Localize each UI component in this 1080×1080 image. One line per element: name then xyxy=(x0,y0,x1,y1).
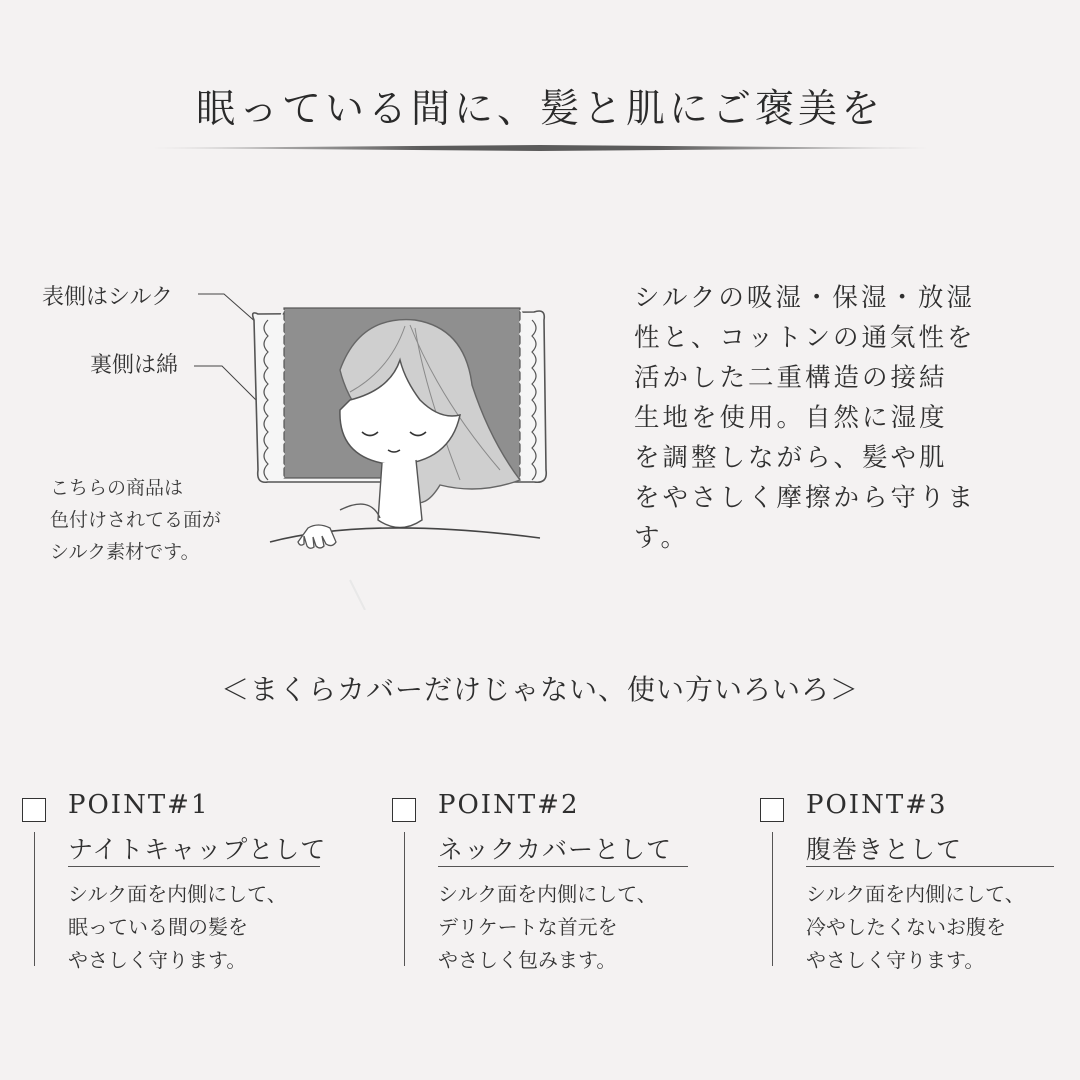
description-line: 活かした二重構造の接結 xyxy=(634,363,948,393)
description-line: 生地を使用。自然に湿度 xyxy=(634,403,948,433)
product-note-line: こちらの商品は xyxy=(50,477,184,499)
checkbox-square-icon xyxy=(392,798,416,822)
point-tag: POINT#3 xyxy=(806,790,948,820)
label-cotton-side: 裏側は綿 xyxy=(90,353,179,378)
checkbox-square-icon xyxy=(22,798,46,822)
point-title: 腹巻きとして xyxy=(806,835,963,864)
description-line: シルクの吸湿・保湿・放湿 xyxy=(634,283,975,313)
usage-subheading: ＜まくらカバーだけじゃない、使い方いろいろ＞ xyxy=(220,673,859,706)
point-title-underline xyxy=(438,866,688,867)
description-line: を調整しながら、髪や肌 xyxy=(634,443,948,473)
point-title-underline xyxy=(68,866,320,867)
point-body-line: 眠っている間の髪を xyxy=(68,915,248,939)
point-body xyxy=(68,878,287,977)
description-line: す。 xyxy=(634,523,689,553)
point-body-line: シルク面を内側にして、 xyxy=(438,882,657,906)
point-title: ネックカバーとして xyxy=(438,835,673,864)
point-body xyxy=(438,878,657,977)
point-title: ナイトキャップとして xyxy=(68,835,327,864)
page-title: 眠っている間に、髪と肌にご褒美を xyxy=(195,87,884,132)
checkbox-square-icon xyxy=(760,798,784,822)
point-divider xyxy=(772,832,773,966)
point-body-line: 冷やしたくないお腹を xyxy=(806,915,1006,939)
point-body-line: やさしく守ります。 xyxy=(806,948,985,972)
point-tag: POINT#1 xyxy=(68,790,210,820)
point-tag: POINT#2 xyxy=(438,790,580,820)
point-divider xyxy=(404,832,405,966)
product-note-line: 色付けされてる面が xyxy=(50,509,222,531)
point-body xyxy=(806,878,1025,977)
title-underline xyxy=(150,144,930,152)
point-body-line: やさしく包みます。 xyxy=(438,948,617,972)
product-description xyxy=(634,278,1014,558)
point-body-line: シルク面を内側にして、 xyxy=(806,882,1025,906)
product-note-line: シルク素材です。 xyxy=(50,541,200,563)
label-silk-side: 表側はシルク xyxy=(42,285,174,310)
description-line: 性と、コットンの通気性を xyxy=(634,323,976,353)
point-divider xyxy=(34,832,35,966)
point-title-underline xyxy=(806,866,1054,867)
point-body-line: やさしく守ります。 xyxy=(68,948,247,972)
sleeping-woman-illustration xyxy=(190,280,570,610)
point-body-line: デリケートな首元を xyxy=(438,915,618,939)
point-body-line: シルク面を内側にして、 xyxy=(68,882,287,906)
description-line: をやさしく摩擦から守りま xyxy=(634,483,977,513)
